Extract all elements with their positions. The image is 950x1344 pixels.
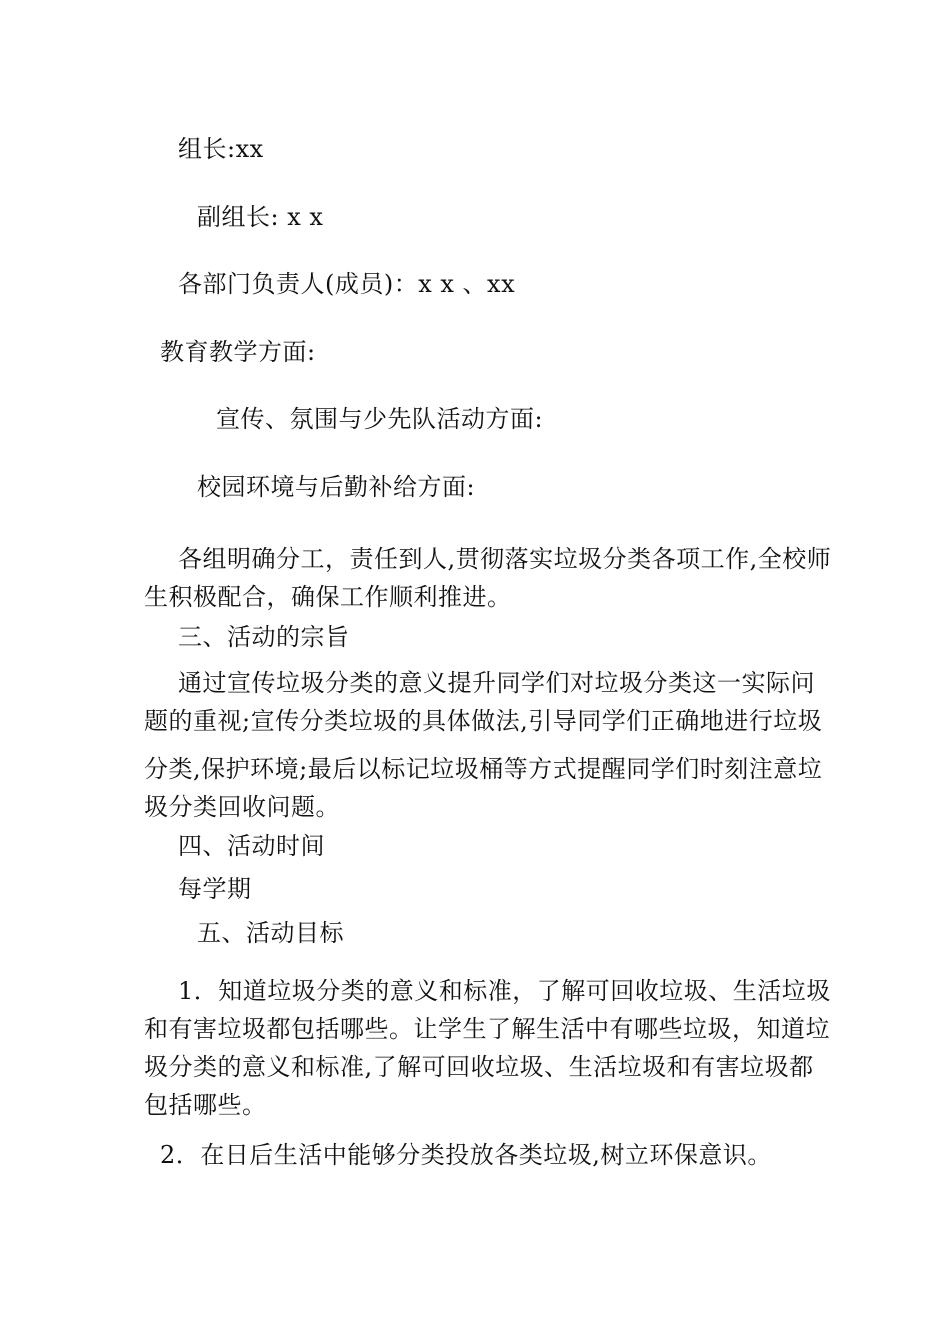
section3-paragraph-line: 通过宣传垃圾分类的意义提升同学们对垃圾分类这一实际问 <box>178 669 815 697</box>
goal1-paragraph-line: 1．知道垃圾分类的意义和标准，了解可回收垃圾、生活垃圾 <box>178 977 831 1005</box>
section3-paragraph <box>144 664 823 740</box>
goal2-line: 2．在日后生活中能够分类投放各类垃圾,树立环保意识。 <box>160 1141 772 1169</box>
division-paragraph-line: 各组明确分工，责任到人,贯彻落实垃圾分类各项工作,全校师 <box>178 545 832 573</box>
teaching-aspect-line: 教育教学方面: <box>160 338 316 366</box>
publicity-aspect-line: 宣传、氛围与少先队活动方面: <box>216 405 544 433</box>
members-line: 各部门负责人(成员)：x x 、xx <box>178 270 516 298</box>
deputy-leader-line: 副组长: x x <box>197 203 324 231</box>
section5-heading: 五、活动目标 <box>197 919 344 947</box>
campus-aspect-line: 校园环境与后勤补给方面: <box>197 473 476 501</box>
goal1-paragraph-line: 包括哪些。 <box>144 1091 267 1119</box>
division-paragraph <box>144 540 832 616</box>
leader-line: 组长:xx <box>178 135 264 163</box>
goal1-paragraph-line: 和有害垃圾都包括哪些。让学生了解生活中有哪些垃圾，知道垃 <box>144 1015 830 1043</box>
division-paragraph-line: 生积极配合，确保工作顺利推进。 <box>144 583 512 611</box>
section3-paragraph-line: 圾分类回收问题。 <box>144 793 340 821</box>
section4-content: 每学期 <box>178 875 252 903</box>
goal1-paragraph-line: 圾分类的意义和标准,了解可回收垃圾、生活垃圾和有害垃圾都 <box>144 1053 814 1081</box>
section3-paragraph-line: 分类,保护环境;最后以标记垃圾桶等方式提醒同学们时刻注意垃 <box>144 755 823 783</box>
section3-paragraph-line: 题的重视;宣传分类垃圾的具体做法,引导同学们正确地进行垃圾 <box>144 707 823 735</box>
section3-paragraph-continued <box>144 750 823 826</box>
goal1-paragraph <box>144 972 831 1124</box>
section3-heading: 三、活动的宗旨 <box>178 623 350 651</box>
section4-heading: 四、活动时间 <box>178 832 325 860</box>
